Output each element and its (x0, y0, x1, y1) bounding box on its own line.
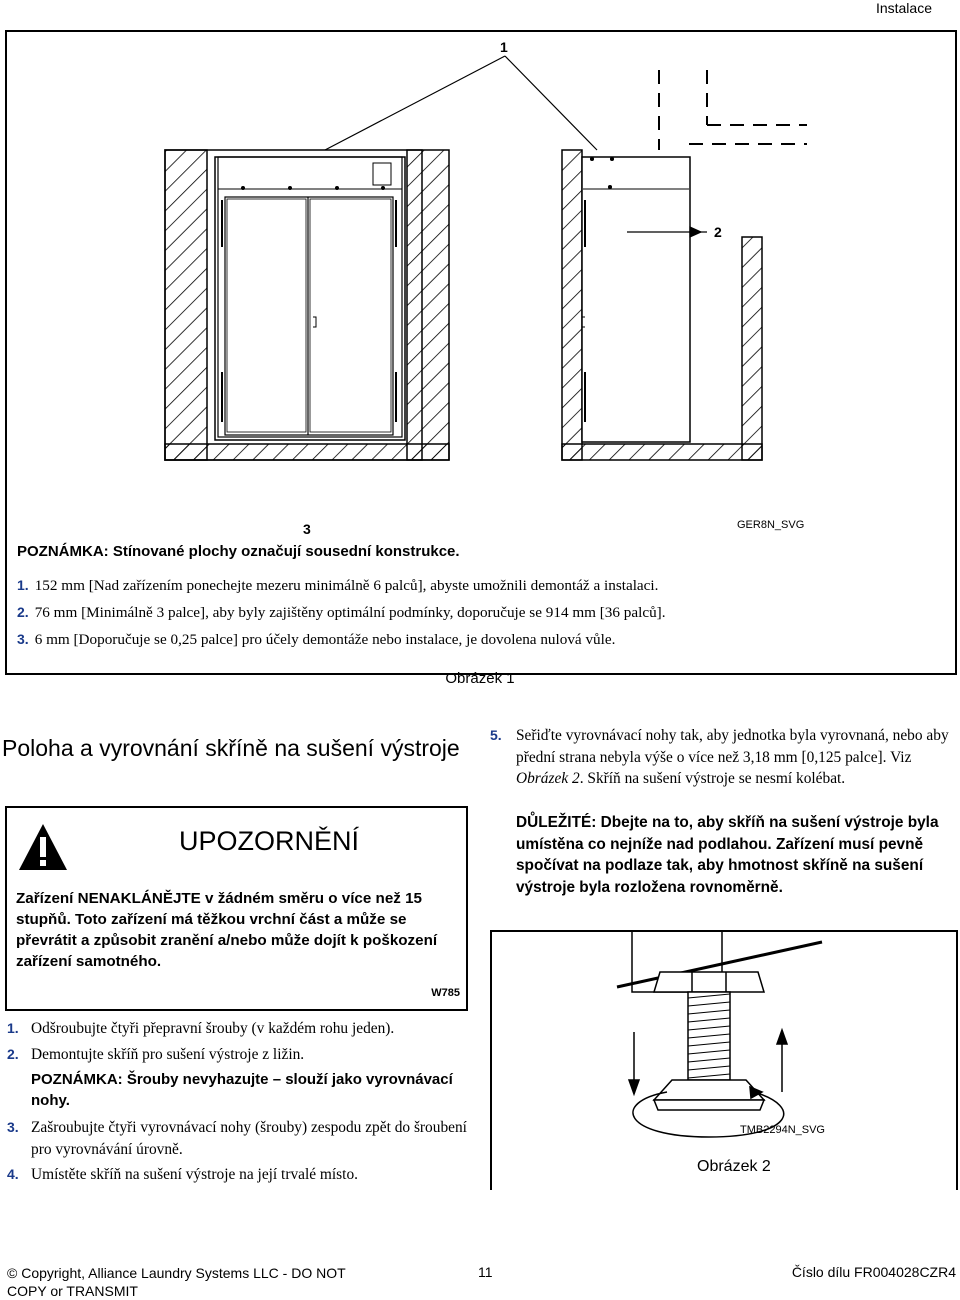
list-item: 3. 6 mm [Doporučuje se 0,25 palce] pro účely demontáže nebo instalace, je dovolena nulová vůle. (17, 631, 616, 648)
step-note: POZNÁMKA: Šrouby nevyhazujte – slouží jako vyrovnávací nohy. (31, 1071, 453, 1109)
callout-3: 3 (303, 521, 311, 537)
warning-text: Zařízení NENAKLÁNĚJTE v žádném směru o více než 15 stupňů. Toto zařízení má těžkou vrchní část a může se převrátit a způsobit zranění a/nebo může dojít k poškození zařízení samotného. (16, 890, 438, 970)
leveling-foot-diagram (492, 932, 958, 1190)
part-number: Číslo dílu FR004028CZR4 (791, 1264, 956, 1280)
list-item: 3. Zašroubujte čtyři vyrovnávací nohy (šrouby) zespodu zpět do šroubení pro vyrovnávání úrovně. (7, 1119, 467, 1158)
step-5: 5. Seřiďte vyrovnávací nohy tak, aby jednotka byla vyrovnaná, nebo aby přední strana nebyla výše o více než 3,18 mm [0,125 palce]. Viz Obrázek 2. Skříň na sušení výstroje se nesmí kolébat. (490, 727, 949, 787)
list-item: 2. Demontujte skříň pro sušení výstroje z ližin. (7, 1045, 305, 1063)
adjacent-structure-right (562, 150, 762, 460)
warning-heading: UPOZORNĚNÍ (179, 826, 360, 856)
figure-1-shading-note: POZNÁMKA: Stínované plochy označují sousední konstrukce. (17, 543, 460, 560)
figure-2-reference: Obrázek 2 (516, 770, 580, 787)
list-item: 1. 152 mm [Nad zařízením ponechejte mezeru minimálně 6 palců], abyste umožnili demontáž a instalaci. (17, 577, 659, 594)
header-section-title: Instalace (875, 0, 932, 16)
clearance-dashed-lines (659, 70, 807, 150)
section-title: Poloha a vyrovnání skříně na sušení výstroje (2, 735, 460, 761)
installation-steps (7, 1018, 477, 1190)
callout-1: 1 (500, 39, 508, 55)
callout-2: 2 (714, 224, 722, 240)
list-item: 2. 76 mm [Minimálně 3 palce], aby byly zajištěny optimální podmínky, doporučuje se 914 mm [36 palců]. (17, 604, 666, 621)
important-note: DŮLEŽITÉ: Dbejte na to, aby skříň na sušení výstroje byla umístěna co nejníže nad podlahou. Zařízení musí pevně spočívat na podlaze tak, aby hmotnost skříně na sušení výstroje byla rozložena rovnoměrně. (516, 814, 939, 896)
figure-2-caption: Obrázek 2 (697, 1158, 771, 1175)
footer-copyright: © Copyright, Alliance Laundry Systems LLC - DO NOT COPY or TRANSMIT (7, 1265, 346, 1299)
figure-2-code: TMB2294N_SVG (740, 1124, 825, 1136)
figure-1-notes (17, 572, 947, 653)
figure-2 (490, 930, 958, 1190)
warning-box (5, 806, 468, 1011)
page-number: 11 (478, 1264, 493, 1280)
figure-1-code: GER8N_SVG (737, 519, 805, 531)
warning-code: W785 (431, 987, 460, 999)
warning-triangle-icon (17, 822, 69, 872)
list-item: 4. Umístěte skříň na sušení výstroje na její trvalé místo. (7, 1166, 358, 1183)
figure-1 (5, 30, 957, 675)
figure-1-caption: Obrázek 1 (445, 670, 515, 687)
list-item: 1. Odšroubujte čtyři přepravní šrouby (v každém rohu jeden). (7, 1020, 395, 1037)
